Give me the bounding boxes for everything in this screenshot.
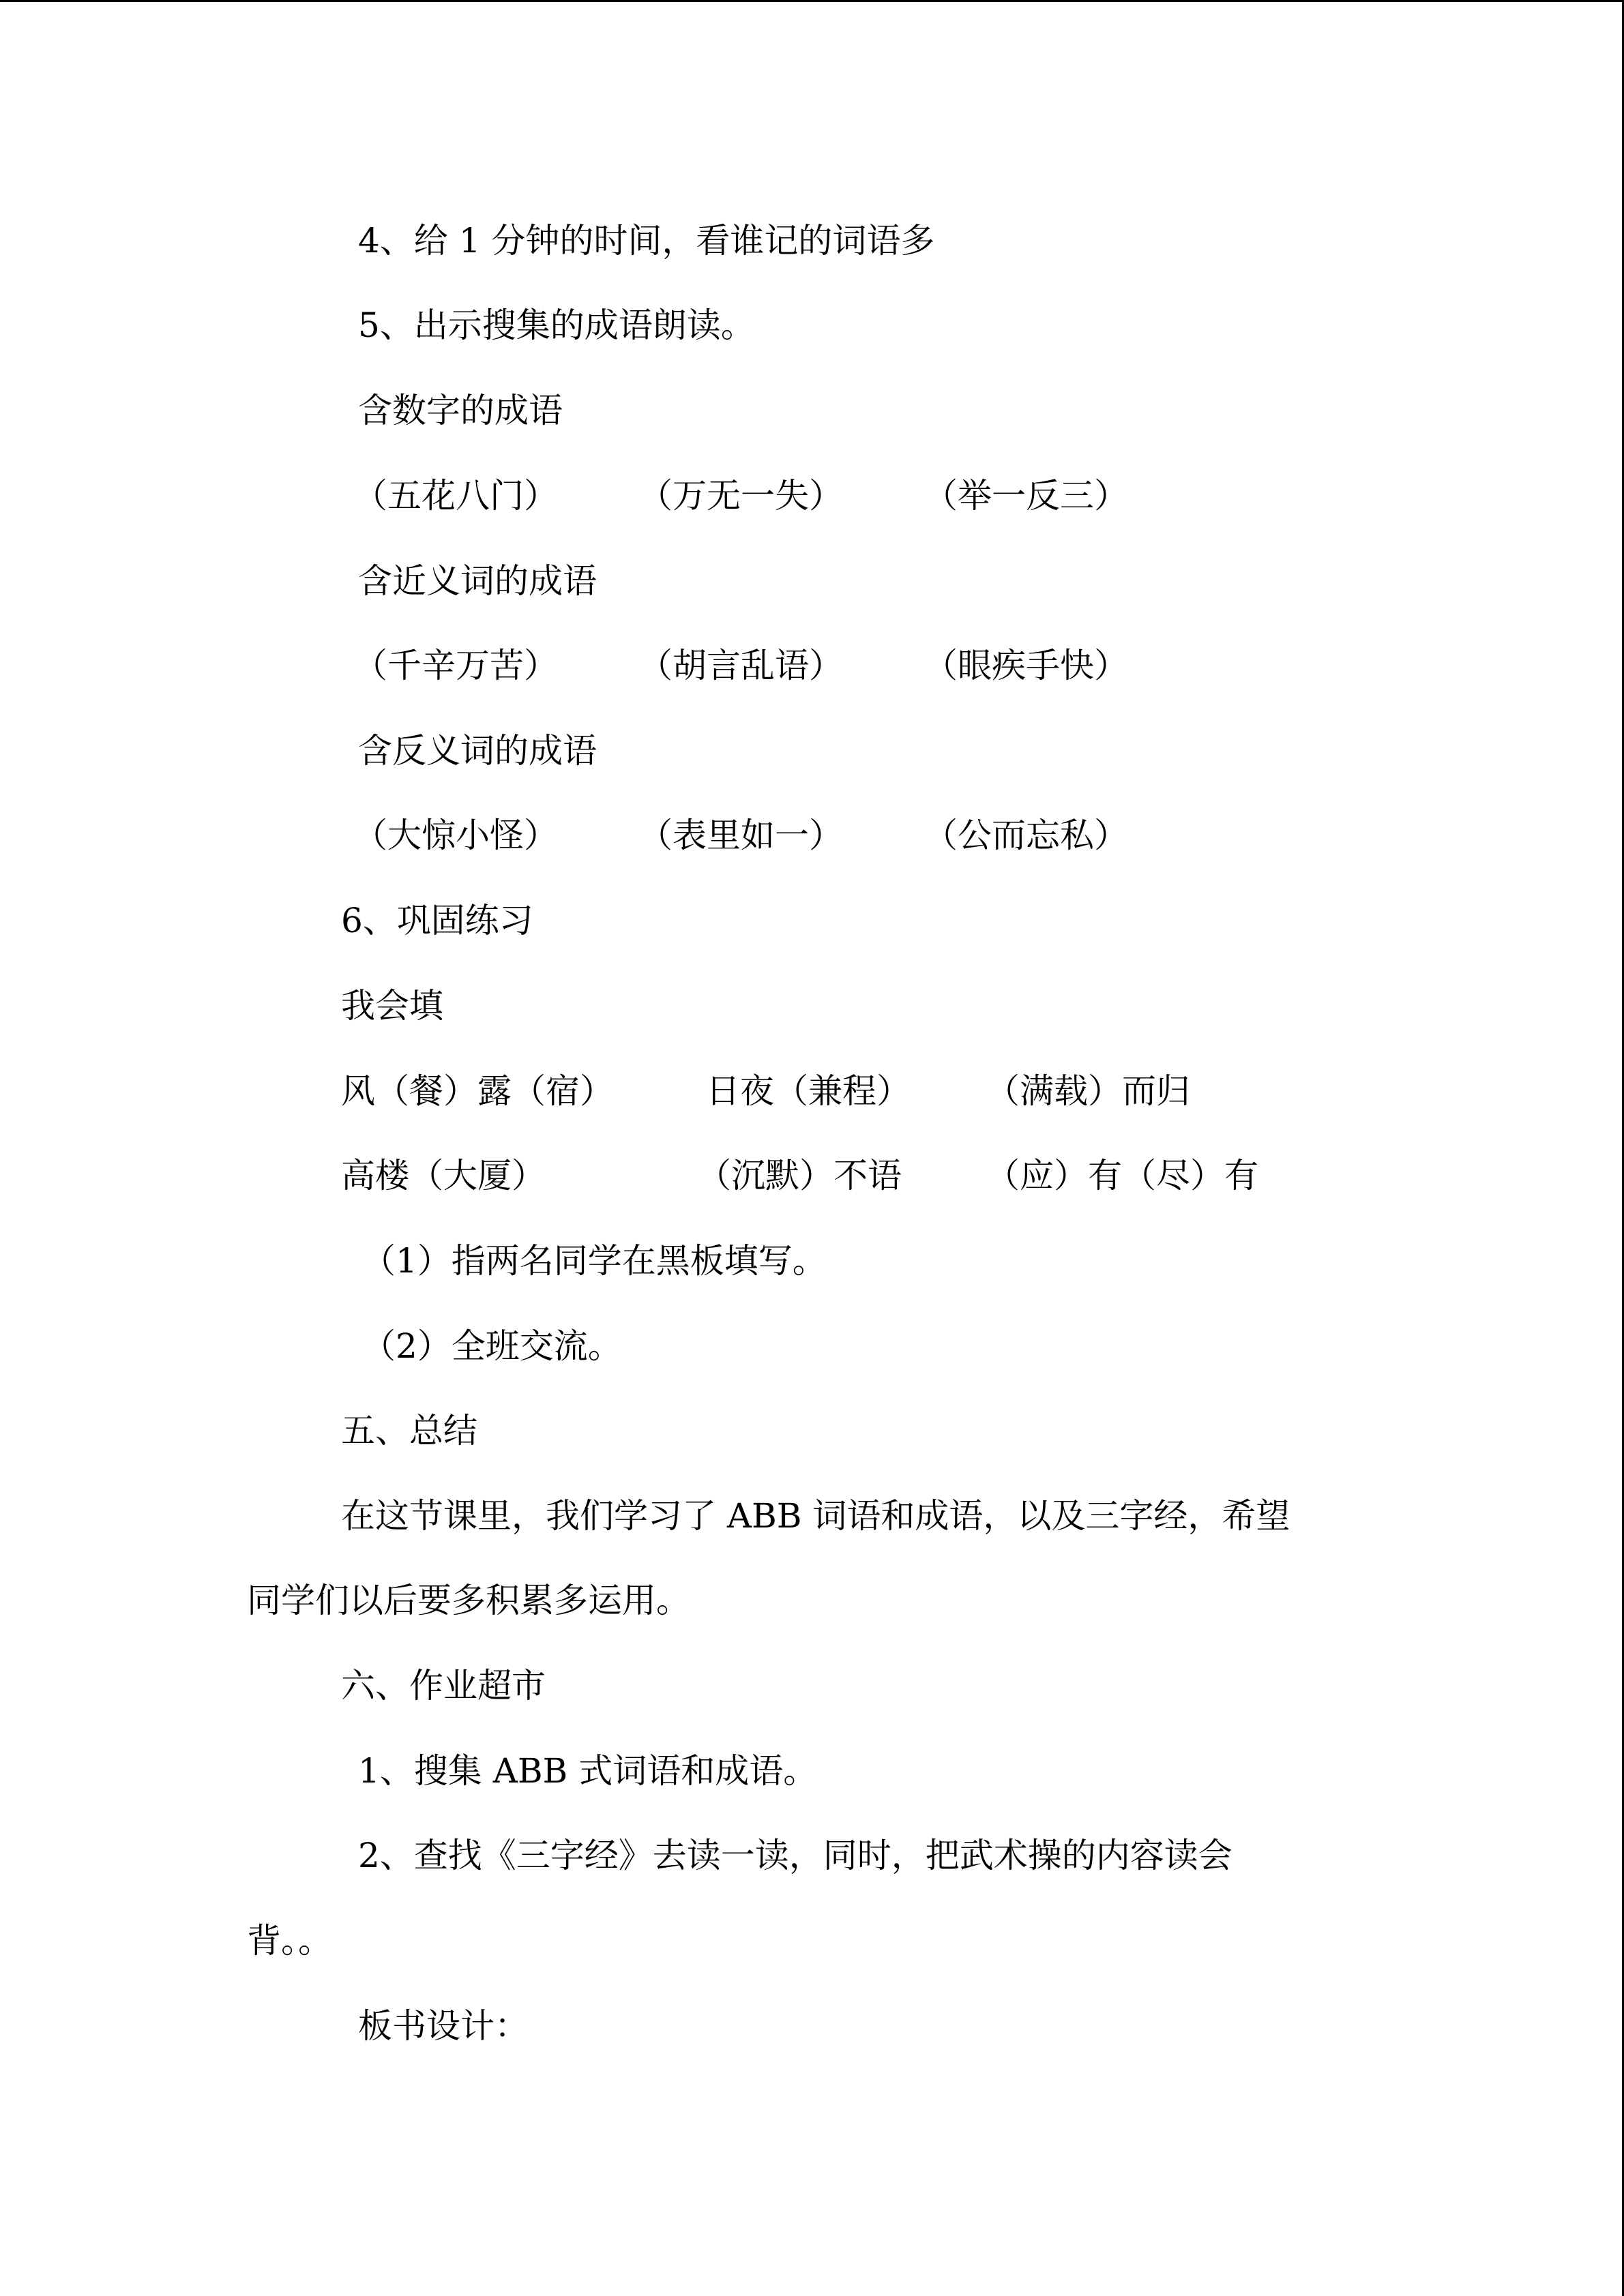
- idiom-row-antonyms: [353, 811, 1308, 859]
- homework-item-2-line-1: 2、查找《三字经》去读一读，同时，把武术操的内容读会: [358, 1836, 1232, 1875]
- summary-text-line-2: 同学们以后要多积累多运用。: [247, 1581, 690, 1620]
- idiom-row-numbers: [353, 472, 1308, 520]
- section-homework-heading: 六、作业超市: [341, 1666, 546, 1705]
- idiom-item: （万无一失）: [638, 476, 843, 516]
- fill-item: （满载）而归: [986, 1071, 1190, 1111]
- fill-item: 风（餐）露（宿）: [341, 1071, 614, 1111]
- section-summary-heading: 五、总结: [341, 1411, 477, 1450]
- homework-item-2-line-2: 背。。: [247, 1921, 332, 1960]
- sub-step-1: （1）指两名同学在黑板填写。: [361, 1241, 827, 1281]
- summary-text-line-1: 在这节课里，我们学习了 ABB 词语和成语，以及三字经，希望: [341, 1496, 1290, 1536]
- idiom-row-synonyms: [353, 642, 1308, 689]
- idiom-item: （举一反三）: [924, 476, 1128, 516]
- board-design-heading: 板书设计：: [358, 2006, 529, 2046]
- idiom-item: （眼疾手快）: [924, 646, 1128, 685]
- page-top-border: [0, 0, 1624, 2]
- fill-in-heading: 我会填: [341, 986, 443, 1026]
- idiom-item: （表里如一）: [638, 816, 843, 855]
- sub-step-2: （2）全班交流。: [361, 1326, 622, 1366]
- step-6-heading: 6、巩固练习: [341, 901, 533, 940]
- step-4-line: 4、给 1 分钟的时间，看谁记的词语多: [358, 221, 935, 260]
- heading-synonym-idioms: 含近义词的成语: [358, 561, 597, 601]
- idiom-item: （胡言乱语）: [638, 646, 843, 685]
- fill-row-2: [341, 1152, 1364, 1199]
- fill-row-1: [341, 1067, 1364, 1115]
- homework-item-1: 1、搜集 ABB 式词语和成语。: [358, 1751, 818, 1791]
- idiom-item: （千辛万苦）: [353, 646, 558, 685]
- heading-antonym-idioms: 含反义词的成语: [358, 731, 597, 771]
- idiom-item: （大惊小怪）: [353, 816, 558, 855]
- heading-number-idioms: 含数字的成语: [358, 391, 563, 430]
- idiom-item: （公而忘私）: [924, 816, 1128, 855]
- fill-item: （沉默）不语: [697, 1156, 902, 1195]
- fill-item: 日夜（兼程）: [706, 1071, 911, 1111]
- idiom-item: （五花八门）: [353, 476, 558, 516]
- fill-item: （应）有（尽）有: [986, 1156, 1258, 1195]
- fill-item: 高楼（大厦）: [341, 1156, 546, 1195]
- step-5-line: 5、出示搜集的成语朗读。: [358, 305, 755, 345]
